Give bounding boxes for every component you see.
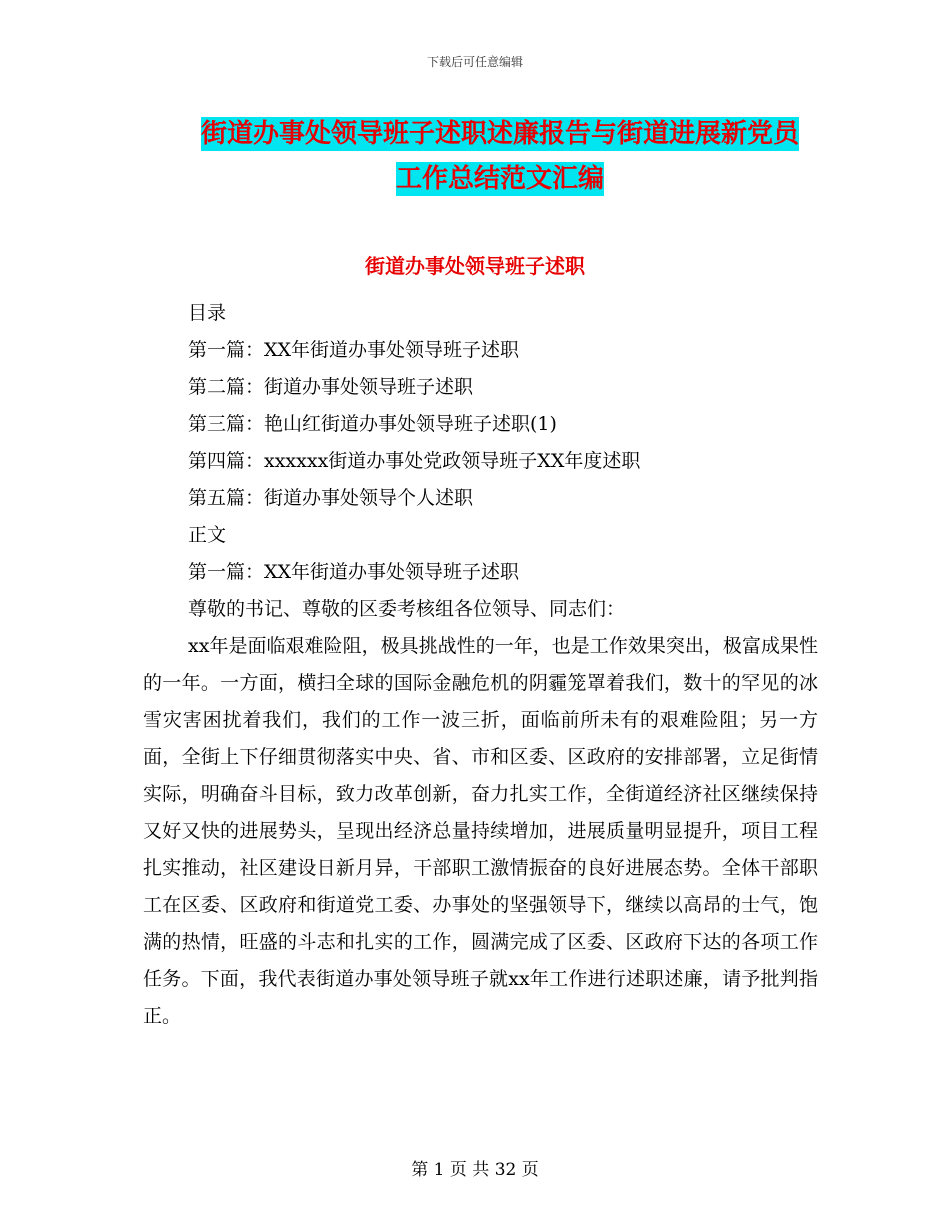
toc-line: 第一篇：XX年街道办事处领导班子述职	[188, 561, 520, 583]
toc-line: 第五篇：街道办事处领导个人述职	[188, 487, 474, 509]
toc-line: 目录	[188, 302, 227, 324]
page-footer: 第 1 页 共 32 页	[411, 1160, 539, 1180]
table-of-contents	[188, 295, 868, 628]
toc-line: 第二篇：街道办事处领导班子述职	[188, 376, 474, 398]
toc-line: 第四篇：xxxxxx街道办事处党政领导班子XX年度述职	[188, 450, 641, 472]
main-title-line-2	[150, 158, 850, 195]
body-paragraph: xx年是面临艰难险阻，极具挑战性的一年，也是工作效果突出，极富成果性的一年。一方面，横扫全球的国际金融危机的阴霾笼罩着我们，数十的罕见的冰雪灾害困扰着我们，我们的工作一波三折，面临前所未有的艰难险阻；另一方面，全街上下仔细贯彻落实中央、省、市和区委、区政府的安排部署，立足街情实际，明确奋斗目标，致力改革创新，奋力扎实工作，全街道经济社区继续保持又好又快的进展势头，呈现出经济总量持续增加，进展质量明显提升，项目工程扎实推动，社区建设日新月异，干部职工激情振奋的良好进展态势。全体干部职工在区委、区政府和街道党工委、办事处的坚强领导下，继续以高昂的士气，饱满的热情，旺盛的斗志和扎实的工作，圆满完成了区委、区政府下达的各项工作任务。下面，我代表街道办事处领导班子就xx年工作进行述职述廉，请予批判指正。	[143, 635, 818, 1027]
main-title-line-2-text: 工作总结范文汇编	[395, 164, 604, 194]
toc-line: 尊敬的书记、尊敬的区委考核组各位领导、同志们：	[188, 598, 626, 620]
toc-line: 正文	[188, 524, 227, 546]
main-title-line-1-text: 街道办事处领导班子述职述廉报告与街道进展新党员	[200, 119, 799, 149]
section-title: 街道办事处领导班子述职	[365, 254, 585, 278]
toc-line: 第三篇：艳山红街道办事处领导班子述职(1)	[188, 413, 557, 435]
header-note: 下载后可任意编辑	[426, 55, 523, 69]
toc-line: 第一篇：XX年街道办事处领导班子述职	[188, 339, 520, 361]
main-title-line-1	[150, 113, 850, 150]
